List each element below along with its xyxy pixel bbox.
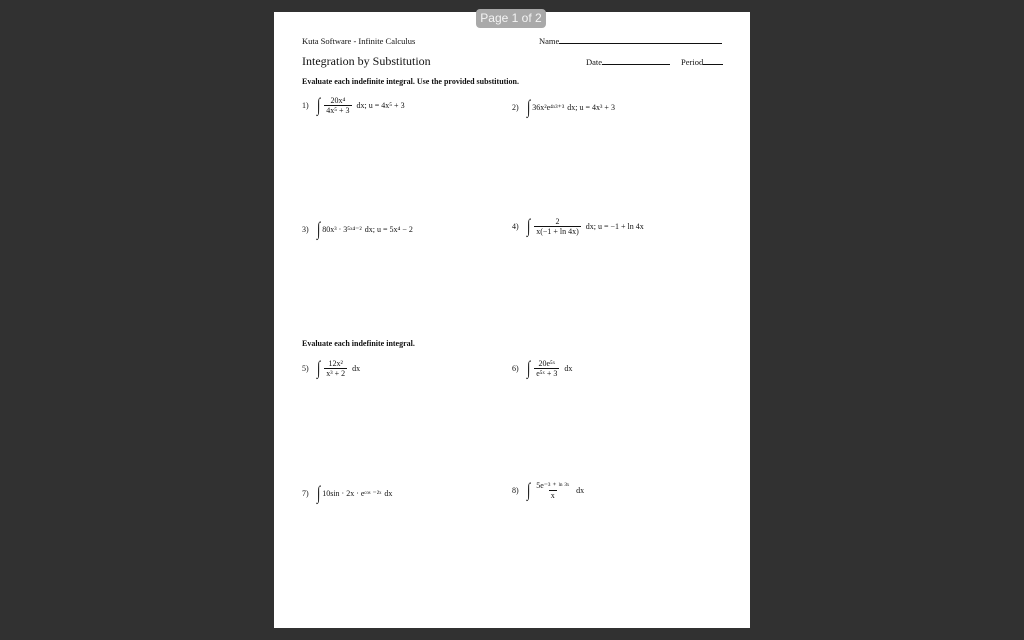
integral-sign: ∫ — [526, 358, 531, 380]
numerator: 2 — [555, 217, 560, 226]
integral-sign: ∫ — [526, 216, 531, 238]
problem-5 — [302, 359, 360, 379]
denominator: x³ + 2 — [326, 369, 346, 379]
problem-3 — [302, 220, 413, 239]
date-blank-line — [602, 63, 670, 65]
period-blank-line — [703, 63, 723, 65]
name-field — [539, 36, 722, 46]
section-1-instruction: Evaluate each indefinite integral. Use the provided substitution. — [302, 77, 519, 86]
problem-number: 3) — [302, 225, 309, 234]
problem-2 — [512, 98, 615, 117]
problem-number: 7) — [302, 489, 309, 498]
integral-sign: ∫ — [316, 95, 321, 117]
date-label: Date — [586, 57, 603, 67]
date-field — [586, 57, 670, 67]
numerator: 20x⁴ — [330, 96, 346, 105]
denominator: 4x⁵ + 3 — [326, 106, 350, 116]
problem-tail: dx; u = −1 + ln 4x — [585, 222, 644, 232]
integral-sign: ∫ — [316, 219, 321, 240]
problem-number: 5) — [302, 364, 309, 374]
integrand: 36x²e⁴ˣ³⁺³ — [532, 103, 565, 112]
period-field — [681, 57, 723, 67]
fraction — [534, 481, 571, 501]
integral-sign: ∫ — [316, 358, 321, 380]
problem-8 — [512, 481, 584, 501]
publisher-label: Kuta Software - Infinite Calculus — [302, 36, 416, 46]
numerator: 5e⁻³ ⁺ ˡⁿ ³ˣ — [536, 481, 570, 490]
fraction — [324, 359, 347, 379]
problem-number: 2) — [512, 103, 519, 112]
worksheet-title: Integration by Substitution — [302, 54, 431, 68]
numerator: 12x² — [328, 359, 343, 368]
problem-tail: dx — [384, 489, 393, 498]
integrand: 80x³ · 3⁵ˣ⁴⁻² — [322, 225, 362, 234]
integral-sign: ∫ — [526, 97, 531, 118]
problem-1 — [302, 96, 405, 116]
section-2-instruction: Evaluate each indefinite integral. — [302, 339, 415, 348]
problem-tail: dx — [564, 364, 573, 374]
integral-sign: ∫ — [526, 480, 531, 502]
integral-sign: ∫ — [316, 483, 321, 504]
problem-7 — [302, 484, 392, 503]
denominator: x — [550, 491, 555, 501]
fraction — [534, 359, 559, 379]
name-blank-line — [559, 42, 722, 44]
problem-tail: dx — [352, 364, 361, 374]
denominator: x(−1 + ln 4x) — [536, 227, 579, 237]
numerator: 20e⁵ˣ — [538, 359, 556, 368]
integrand: 10sin · 2x · eᶜᵒˢ ⁻²ˣ — [322, 489, 382, 498]
name-label: Name — [539, 36, 560, 46]
fraction — [324, 96, 351, 116]
problem-tail: dx; u = 5x⁴ − 2 — [364, 225, 413, 234]
problem-tail: dx; u = 4x³ + 3 — [567, 103, 615, 112]
page-indicator: Page 1 of 2 — [476, 9, 546, 28]
problem-4 — [512, 217, 644, 237]
problem-6 — [512, 359, 572, 379]
problem-tail: dx — [576, 486, 585, 496]
problem-number: 8) — [512, 486, 519, 496]
denominator: e⁵ˣ + 3 — [536, 369, 558, 379]
period-label: Period — [681, 57, 704, 67]
problem-number: 4) — [512, 222, 519, 232]
problem-number: 1) — [302, 101, 309, 111]
problem-number: 6) — [512, 364, 519, 374]
problem-tail: dx; u = 4x⁵ + 3 — [356, 101, 405, 111]
worksheet-page — [274, 12, 750, 628]
fraction — [534, 217, 581, 237]
